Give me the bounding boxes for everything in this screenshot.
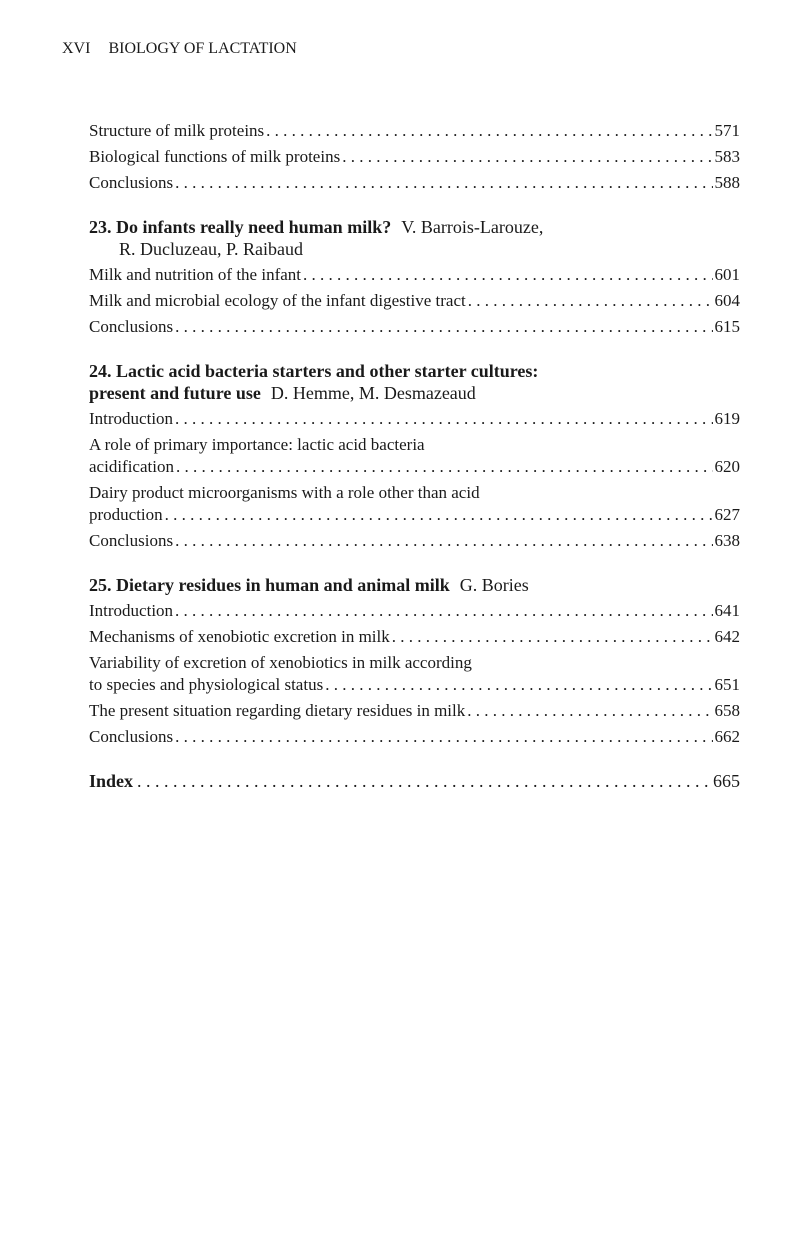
toc-entry-title-line1: Dairy product microorganisms with a role other than acid [89,483,480,502]
toc-entry-page: 601 [714,265,740,284]
toc-entry-page: 638 [714,531,740,550]
toc-entry-page: 619 [714,409,740,428]
dot-leader [266,120,712,142]
toc-entry[interactable] [89,626,740,648]
toc-entry-page: 588 [714,173,740,192]
running-head-title: BIOLOGY OF LACTATION [108,40,297,57]
chapter-heading-24[interactable] [89,360,740,404]
dot-leader [468,290,713,312]
dot-leader [175,408,712,430]
chapter-heading-23[interactable] [89,216,740,260]
toc-entry-page: 627 [714,505,740,524]
toc-entry-title: Mechanisms of xenobiotic excretion in milk [89,627,390,646]
toc-entry-page: 620 [714,457,740,476]
index-title: Index [89,771,134,791]
toc-entry[interactable] [89,264,740,286]
toc-entry[interactable] [89,700,740,722]
toc-entry[interactable] [89,408,740,430]
dot-leader [175,600,712,622]
toc-entry-page: 651 [714,675,740,694]
dot-leader [392,626,713,648]
dot-leader [165,504,713,526]
chapter-authors: D. Hemme, M. Desmazeaud [270,383,476,403]
chapter-title-continued: present and future use [89,383,261,403]
toc-entry-page: 615 [714,317,740,336]
dot-leader [303,264,713,286]
toc-entry[interactable] [89,120,740,142]
toc-entry[interactable] [89,434,740,478]
toc-entry[interactable] [89,172,740,194]
toc-entry-title: Milk and microbial ecology of the infant digestive tract [89,291,466,310]
dot-leader [175,172,712,194]
running-head [62,40,297,58]
toc-entry-page: 604 [714,291,740,310]
toc-entry-title: Conclusions [89,531,174,550]
index-page: 665 [713,771,740,791]
toc-entry-page: 658 [714,701,740,720]
toc-entry[interactable] [89,316,740,338]
page-folio: XVI [62,40,91,57]
dot-leader [467,700,712,722]
toc-entry-page: 662 [714,727,740,746]
toc-entry-title: Structure of milk proteins [89,121,265,140]
toc-entry-title: Biological functions of milk proteins [89,147,341,166]
chapter-title: 23. Do infants really need human milk? [89,217,392,237]
toc-entry[interactable] [89,600,740,622]
chapter-heading-25[interactable] [89,574,740,596]
toc-entry-page: 583 [714,147,740,166]
toc-entry-title-line1: A role of primary importance: lactic acid bacteria [89,435,425,454]
toc-entry-title: Introduction [89,601,174,620]
table-of-contents [89,120,740,792]
toc-entry[interactable] [89,530,740,552]
toc-entry-title: Conclusions [89,173,174,192]
dot-leader [176,456,713,478]
toc-entry[interactable] [89,146,740,168]
toc-entry[interactable] [89,726,740,748]
toc-entry[interactable] [89,290,740,312]
toc-entry-title: Milk and nutrition of the infant [89,265,301,284]
chapter-authors: G. Bories [459,575,529,595]
chapter-title: 24. Lactic acid bacteria starters and other starter cultures: [89,361,539,381]
toc-entry-title-line2: acidification [89,457,174,476]
dot-leader [175,726,712,748]
dot-leader [342,146,712,168]
chapter-authors-continued: R. Ducluzeau, P. Raibaud [119,239,303,259]
toc-entry-title: Conclusions [89,727,174,746]
chapter-title: 25. Dietary residues in human and animal milk [89,575,450,595]
toc-entry-page: 571 [714,121,740,140]
toc-entry-title: The present situation regarding dietary residues in milk [89,701,466,720]
toc-entry-title-line2: production [89,505,163,524]
toc-entry-title-line1: Variability of excretion of xenobiotics in milk according [89,653,472,672]
toc-entry-title: Introduction [89,409,174,428]
dot-leader [137,770,709,792]
toc-entry-title: Conclusions [89,317,174,336]
dot-leader [325,674,712,696]
toc-entry-title-line2: to species and physiological status [89,675,324,694]
dot-leader [175,316,712,338]
toc-entry-page: 642 [714,627,740,646]
toc-entry[interactable] [89,652,740,696]
toc-entry[interactable] [89,482,740,526]
dot-leader [175,530,712,552]
toc-entry-page: 641 [714,601,740,620]
chapter-authors: V. Barrois-Larouze, [401,217,544,237]
index-entry[interactable] [89,770,740,792]
